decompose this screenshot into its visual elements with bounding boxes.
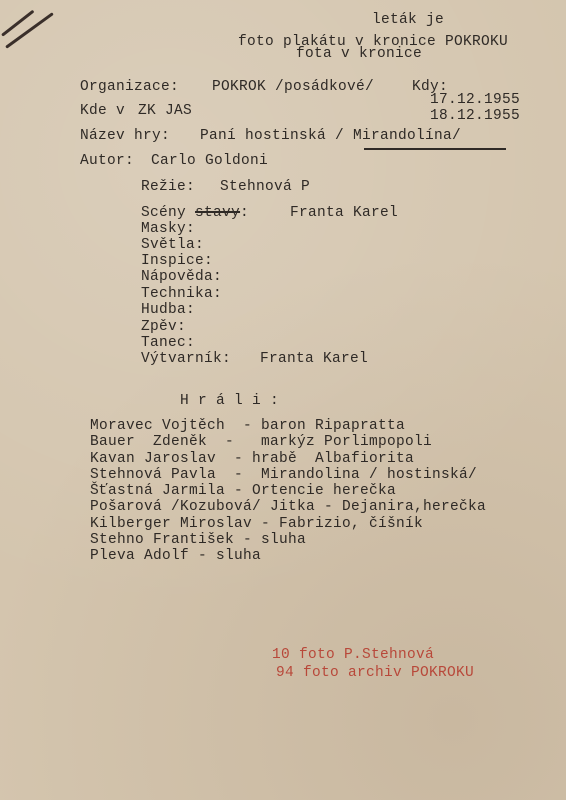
crew-value-vytvarnik: Franta Karel <box>260 351 369 367</box>
cast-line: Kilberger Miroslav - Fabrizio, číšník <box>90 516 424 532</box>
cast-line: Stehno František - sluha <box>90 532 307 548</box>
cast-line: Pošarová /Kozubová/ Jitka - Dejanira,herečka <box>90 499 487 515</box>
cast-line: Šťastná Jarmila - Ortencie herečka <box>90 483 397 499</box>
crew-label-zpev: Zpěv: <box>141 319 187 335</box>
autor-label: Autor: <box>80 153 135 169</box>
crew-label-hudba: Hudba: <box>141 302 196 318</box>
crew-label-vytvarnik: Výtvarník: <box>141 351 232 367</box>
crew-label-masky: Masky: <box>141 221 196 237</box>
photo-note-2: fota v kronice <box>296 46 423 62</box>
corner-pen-mark <box>5 12 54 49</box>
crew-label-sceny <box>141 205 249 221</box>
cast-heading: H r á l i : <box>180 393 280 409</box>
cast-line: Kavan Jaroslav - hrabě Albafiorita <box>90 451 415 467</box>
cast-line: Stehnová Pavla - Mirandolina / hostinská/ <box>90 467 478 483</box>
kdy-label: Kdy: <box>412 79 449 95</box>
date-2: 18.12.1955 <box>430 108 521 124</box>
cast-line: Moravec Vojtěch - baron Ripapratta <box>90 418 406 434</box>
nazev-label: Název hry: <box>80 128 171 144</box>
crew-label-napoveda: Nápověda: <box>141 269 223 285</box>
crew-value-rezie: Stehnová P <box>220 179 311 195</box>
cast-line: Pleva Adolf - sluha <box>90 548 262 564</box>
struck-word: stavy <box>195 205 241 221</box>
date-1: 17.12.1955 <box>430 92 521 108</box>
sceny-colon: : <box>240 205 250 221</box>
photo-note-1: foto plakátu v kronice POKROKU <box>238 34 509 50</box>
autor-value: Carlo Goldoni <box>151 153 269 169</box>
archive-note: 94 foto archiv POKROKU <box>276 665 475 681</box>
crew-label-svetla: Světla: <box>141 237 205 253</box>
photo-count-note: 10 foto P.Stehnová <box>272 647 435 663</box>
cast-line: Bauer Zdeněk - markýz Porlimpopoli <box>90 434 433 450</box>
leaflet-note: leták je <box>372 12 445 28</box>
sceny-label: Scény <box>141 205 187 221</box>
crew-label-inspice: Inspice: <box>141 253 214 269</box>
organizace-label: Organizace: <box>80 79 180 95</box>
crew-label-technika: Technika: <box>141 286 223 302</box>
kde-value: ZK JAS <box>138 103 193 119</box>
crew-label-rezie: Režie: <box>141 179 196 195</box>
kde-label: Kde v <box>80 103 126 119</box>
title-underline <box>364 148 506 150</box>
crew-label-tanec: Tanec: <box>141 335 196 351</box>
crew-value-sceny: Franta Karel <box>290 205 399 221</box>
organizace-value: POKROK /posádkové/ <box>212 79 375 95</box>
nazev-value: Paní hostinská / Mirandolína/ <box>200 128 462 144</box>
corner-pen-mark <box>1 10 34 37</box>
